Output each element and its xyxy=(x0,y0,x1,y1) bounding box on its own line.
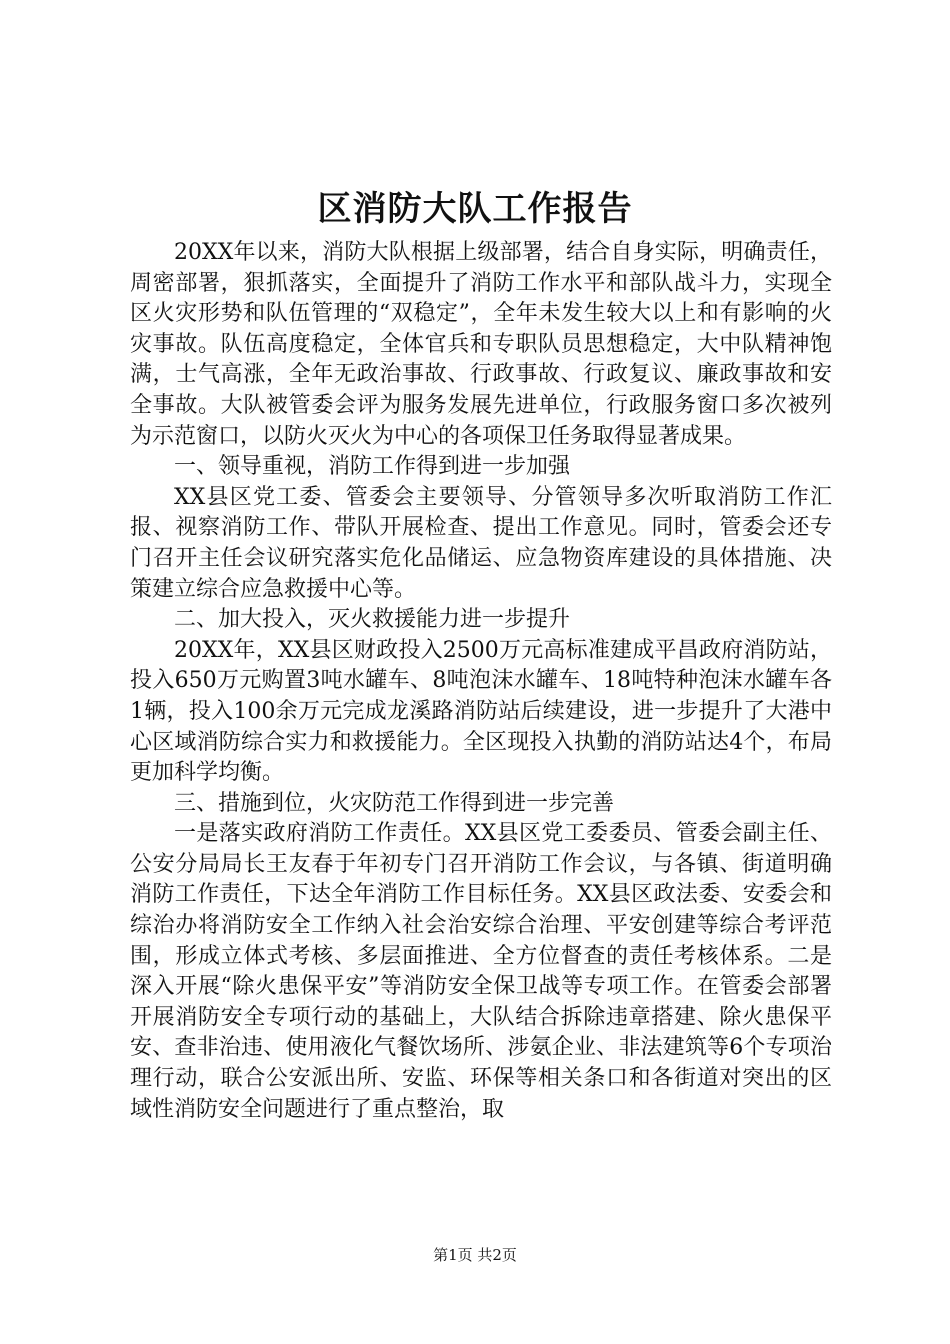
section-heading-3: 三、措施到位，火灾防范工作得到进一步完善 xyxy=(174,790,615,816)
document-body xyxy=(130,238,832,1125)
section-heading-2: 二、加大投入，灭火救援能力进一步提升 xyxy=(174,607,571,633)
section-heading-1: 一、领导重视，消防工作得到进一步加强 xyxy=(174,454,571,480)
document-title: 区消防大队工作报告 xyxy=(317,189,633,229)
paragraph-intro: 20XX年以来，消防大队根据上级部署，结合自身实际，明确责任，周密部署，狠抓落实，全面提升了消防工作水平和部队战斗力，实现全区火灾形势和队伍管理的“双稳定”，全年未发生较大以上和有影响的火灾事故。队伍高度稳定，全体官兵和专职队员思想稳定，大中队精神饱满，士气高涨，全年无政治事故、行政事故、行政复议、廉政事故和安全事故。大队被管委会评为服务发展先进单位，行政服务窗口多次被列为示范窗口，以防火灭火为中心的各项保卫任务取得显著成果。 xyxy=(130,240,832,449)
paragraph-section-3: 一是落实政府消防工作责任。XX县区党工委委员、管委会副主任、公安分局局长王友春于年初专门召开消防工作会议，与各镇、街道明确消防工作责任，下达全年消防工作目标任务。XX县区政法委、安委会和综治办将消防安全工作纳入社会治安综合治理、平安创建等综合考评范围，形成立体式考核、多层面推进、全方位督查的责任考核体系。二是深入开展“除火患保平安”等消防安全保卫战等专项工作。在管委会部署开展消防安全专项行动的基础上，大队结合拆除违章搭建、除火患保平安、查非治违、使用液化气餐饮场所、涉氨企业、非法建筑等6个专项治理行动，联合公安派出所、安监、环保等相关条口和各街道对突出的区域性消防安全问题进行了重点整治，取 xyxy=(130,821,832,1122)
paragraph-section-1: XX县区党工委、管委会主要领导、分管领导多次听取消防工作汇报、视察消防工作、带队开展检查、提出工作意见。同时，管委会还专门召开主任会议研究落实危化品储运、应急物资库建设的具体措施、决策建立综合应急救援中心等。 xyxy=(130,484,832,602)
page-footer: 第1页 共2页 xyxy=(433,1246,517,1264)
paragraph-section-2: 20XX年，XX县区财政投入2500万元高标准建成平昌政府消防站，投入650万元购置3吨水罐车、8吨泡沫水罐车、18吨特种泡沫水罐车各1辆，投入100余万元完成龙溪路消防站后续建设，进一步提升了大港中心区域消防综合实力和救援能力。全区现投入执勤的消防站达4个，布局更加科学均衡。 xyxy=(130,637,832,786)
